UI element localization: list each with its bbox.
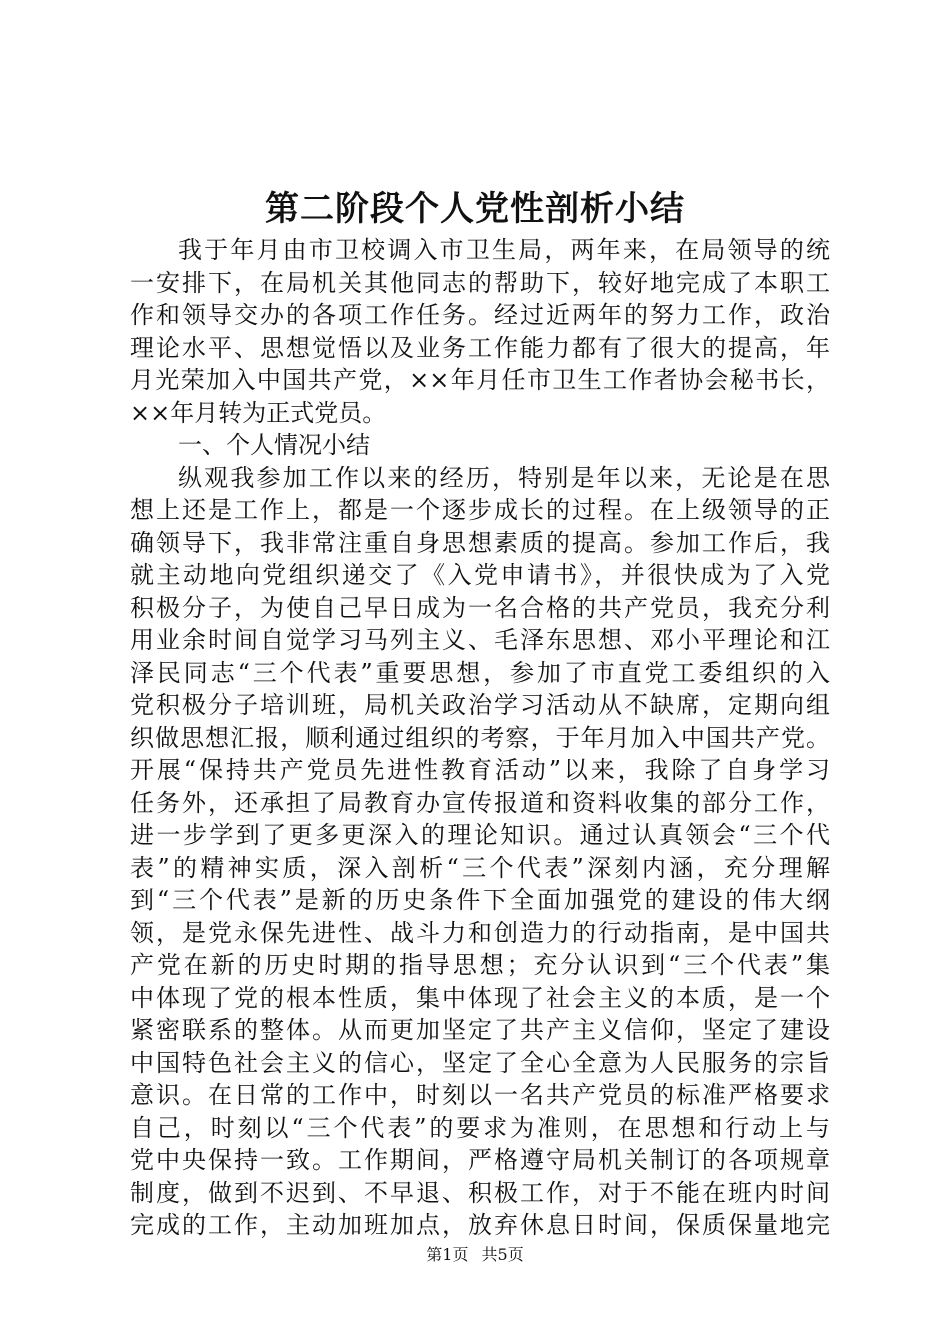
document-body xyxy=(130,234,830,1242)
body-line: 意识。在日常的工作中，时刻以一名共产党员的标准严格要求 xyxy=(130,1081,830,1109)
body-line: 泽民同志“三个代表”重要思想，参加了市直党工委组织的入 xyxy=(130,658,830,687)
page-footer xyxy=(0,1243,950,1267)
body-line: 用业余时间自觉学习马列主义、毛泽东思想、邓小平理论和江 xyxy=(130,626,830,654)
page-number: 第1页 xyxy=(426,1245,469,1264)
body-line: 积极分子，为使自己早日成为一名合格的共产党员，我充分利 xyxy=(130,593,830,622)
body-line: 任务外，还承担了局教育办宣传报道和资料收集的部分工作， xyxy=(130,788,830,817)
body-line: 党中央保持一致。工作期间，严格遵守局机关制订的各项规章 xyxy=(130,1146,830,1174)
body-line: 表”的精神实质，深入剖析“三个代表”深刻内涵，充分理解 xyxy=(130,853,830,882)
body-line: 党积极分子培训班，局机关政治学习活动从不缺席，定期向组 xyxy=(130,691,830,719)
body-line: 紧密联系的整体。从而更加坚定了共产主义信仰，坚定了建设 xyxy=(130,1016,830,1044)
page-total: 共5页 xyxy=(481,1245,524,1264)
body-line: 进一步学到了更多更深入的理论知识。通过认真领会“三个代 xyxy=(130,821,830,849)
section-heading: 一、个人情况小结 xyxy=(178,431,370,459)
body-line: 到“三个代表”是新的历史条件下全面加强党的建设的伟大纲 xyxy=(130,886,830,914)
body-line: 我于年月由市卫校调入市卫生局，两年来，在局领导的统 xyxy=(178,236,830,264)
body-line: 完成的工作，主动加班加点，放弃休息日时间，保质保量地完 xyxy=(130,1211,830,1239)
document-title: 第二阶段个人党性剖析小结 xyxy=(265,189,685,229)
body-line: 领，是党永保先进性、战斗力和创造力的行动指南，是中国共 xyxy=(130,918,830,947)
body-line: 就主动地向党组织递交了《入党申请书》，并很快成为了入党 xyxy=(130,561,830,589)
body-line: 想上还是工作上，都是一个逐步成长的过程。在上级领导的正 xyxy=(130,496,830,524)
body-line: 确领导下，我非常注重自身思想素质的提高。参加工作后，我 xyxy=(130,528,830,557)
body-line: 自己，时刻以“三个代表”的要求为准则，在思想和行动上与 xyxy=(130,1113,830,1142)
body-line: 产党在新的历史时期的指导思想；充分认识到“三个代表”集 xyxy=(130,951,830,979)
body-line: 月光荣加入中国共产党，××年月任市卫生工作者协会秘书长， xyxy=(130,366,830,394)
body-line: ××年月转为正式党员。 xyxy=(130,398,387,427)
body-line: 织做思想汇报，顺利通过组织的考察，于年月加入中国共产党。 xyxy=(130,723,830,752)
body-line: 开展“保持共产党员先进性教育活动”以来，我除了自身学习 xyxy=(130,756,830,784)
body-line: 理论水平、思想觉悟以及业务工作能力都有了很大的提高，年 xyxy=(130,333,830,362)
body-line: 制度，做到不迟到、不早退、积极工作，对于不能在班内时间 xyxy=(130,1178,830,1207)
body-line: 中体现了党的根本性质，集中体现了社会主义的本质，是一个 xyxy=(130,983,830,1012)
body-line: 作和领导交办的各项工作任务。经过近两年的努力工作，政治 xyxy=(130,301,830,329)
body-line: 一安排下，在局机关其他同志的帮助下，较好地完成了本职工 xyxy=(130,268,830,297)
body-line: 中国特色社会主义的信心，坚定了全心全意为人民服务的宗旨 xyxy=(130,1048,830,1077)
body-line: 纵观我参加工作以来的经历，特别是年以来，无论是在思 xyxy=(178,463,830,492)
